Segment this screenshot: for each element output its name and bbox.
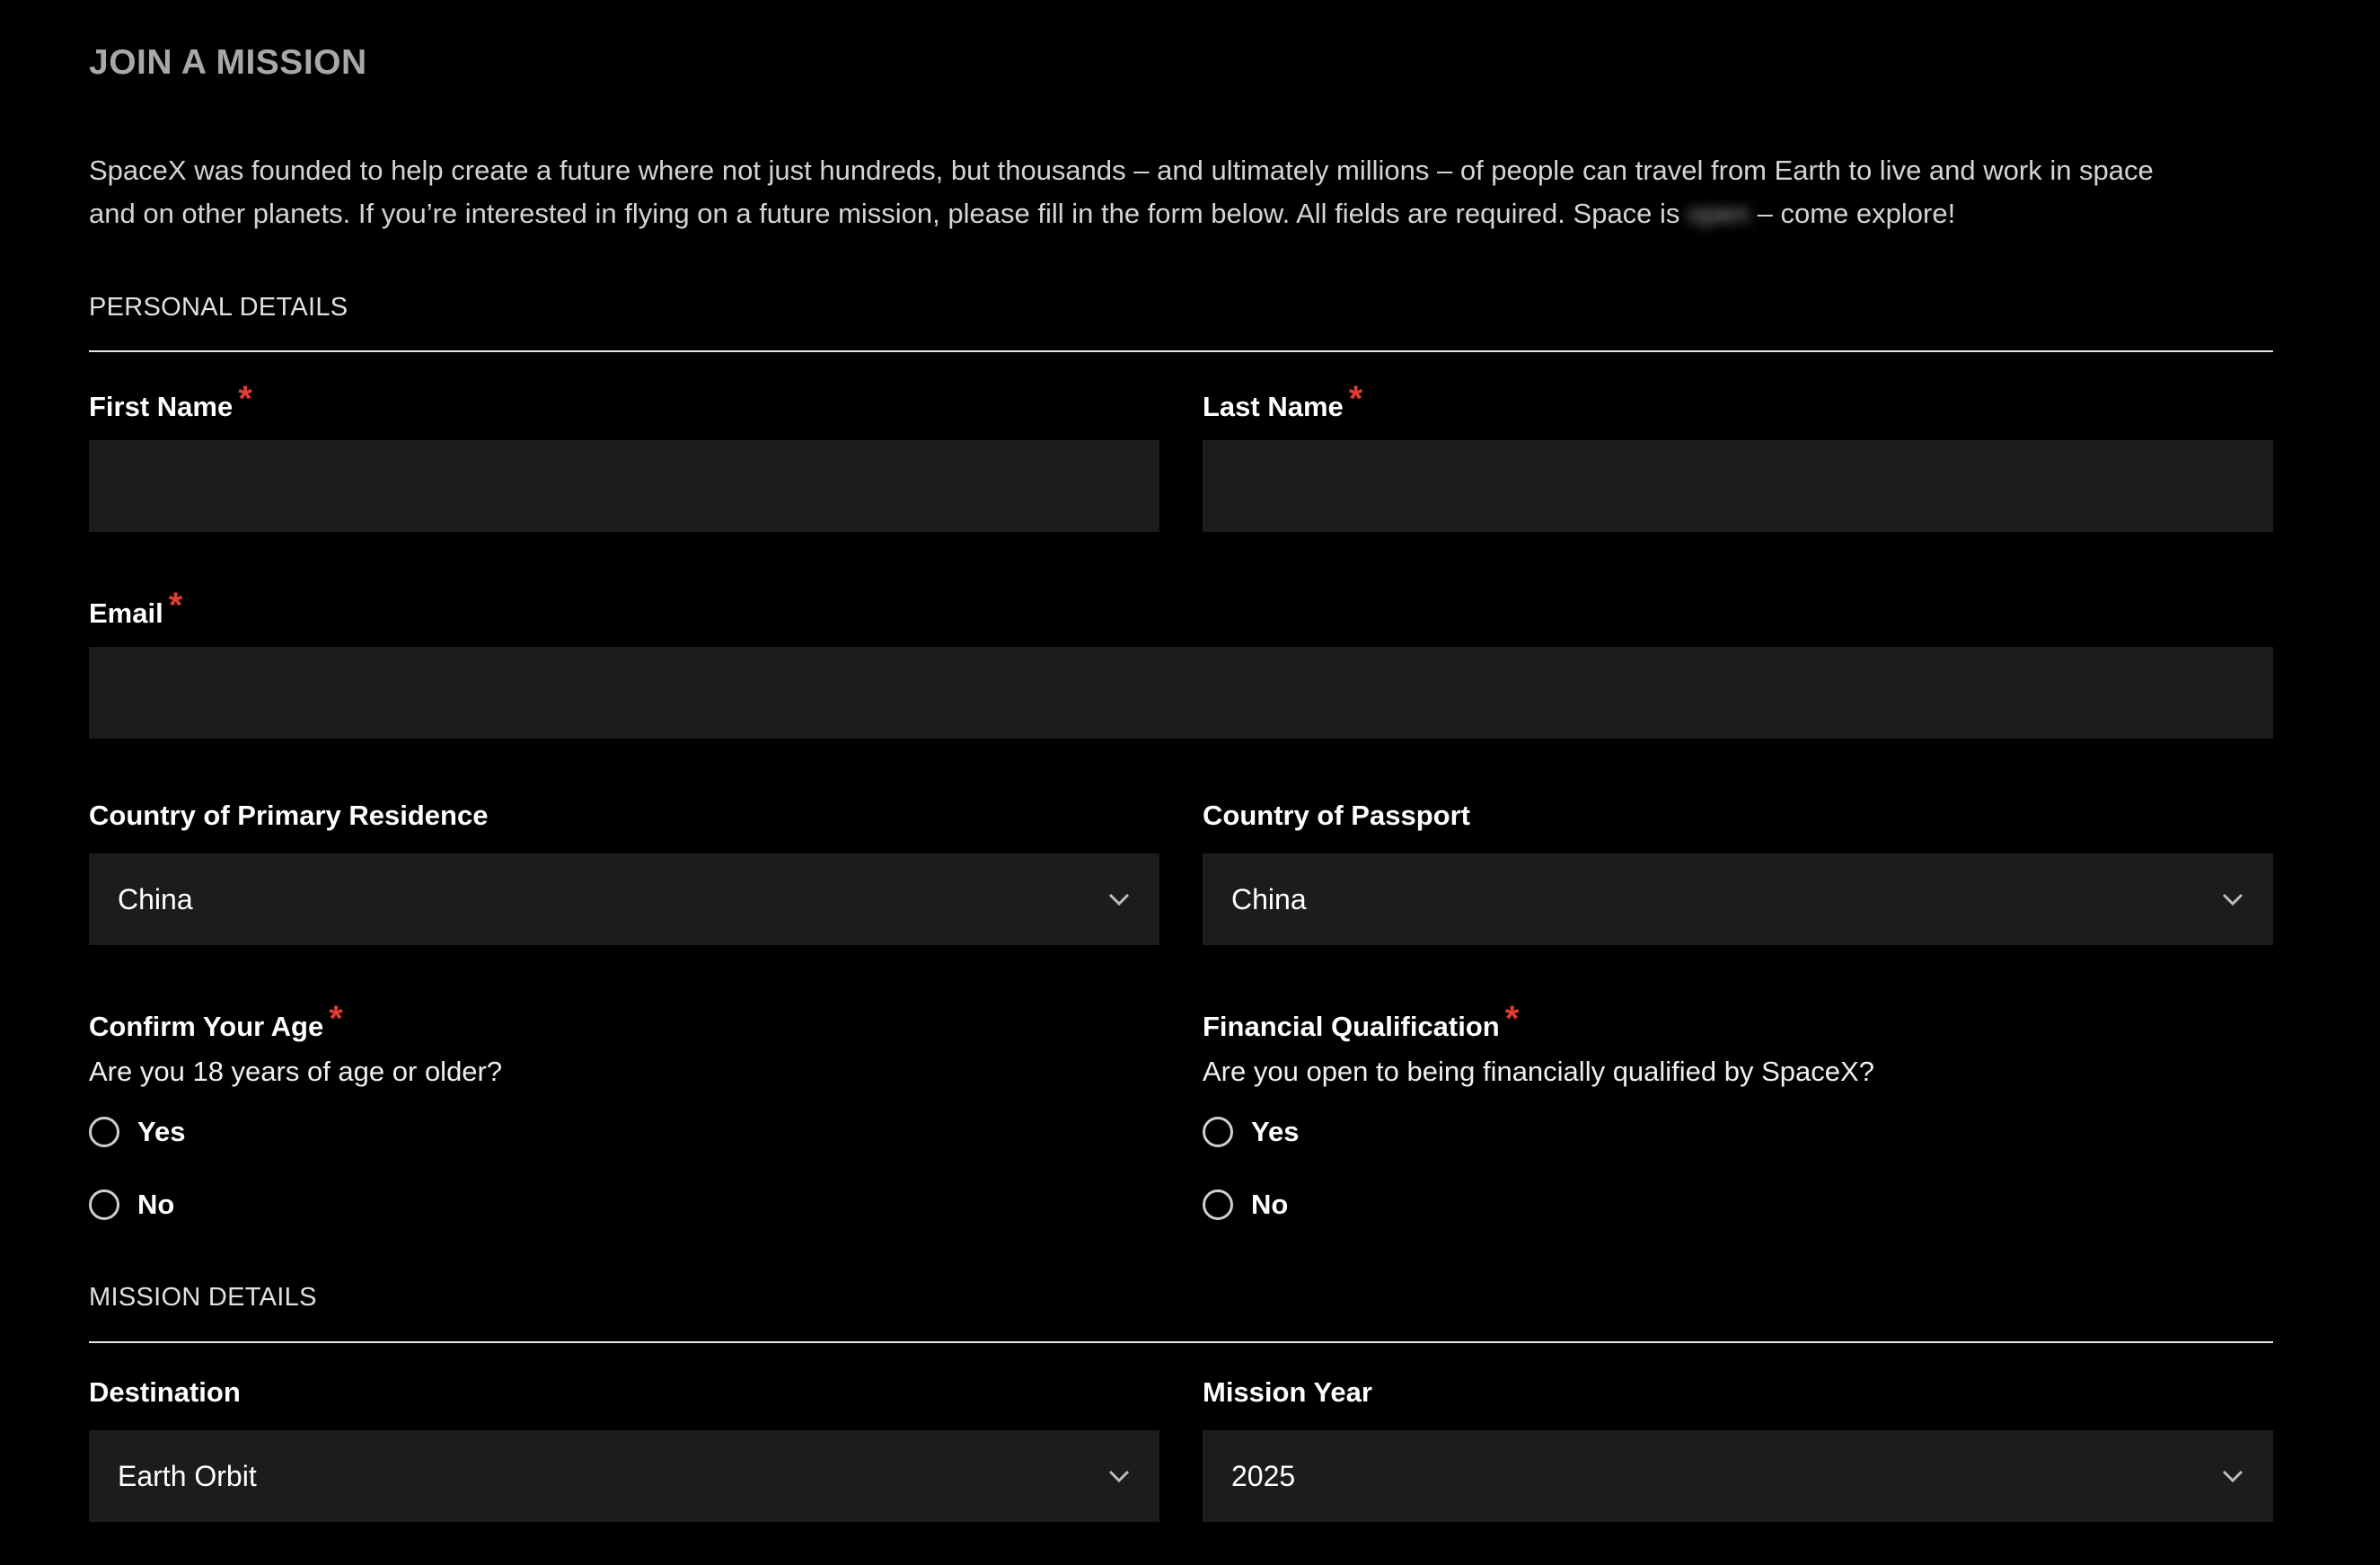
mission-year-label: Mission Year [1203,1376,1372,1408]
radio-label: Yes [137,1116,186,1147]
blurred-word: open [1688,198,1750,229]
first-name-label-text: First Name [89,391,234,422]
required-marker: * [1504,999,1520,1039]
intro-line-2-end: – come explore! [1757,198,1956,229]
chevron-down-icon [2219,886,2246,913]
intro-line-2: and on other planets. If you’re interested in flying on a future mission, please fill in the form below. All fields are required. Space is [89,198,1680,229]
email-label-text: Email [89,597,163,629]
confirm-age-label-text: Confirm Your Age [89,1011,324,1042]
financial-question: Are you open to being financially qualified by SpaceX? [1203,1056,1874,1087]
intro-line-1: SpaceX was founded to help create a future where not just hundreds, but thousands – and ultimately millions – of people can travel from Earth to live and work in space [89,155,2154,186]
chevron-down-icon [1106,1463,1133,1490]
last-name-input[interactable] [1203,440,2273,532]
chevron-down-icon [1106,886,1133,913]
destination-select[interactable] [89,1430,1159,1522]
required-marker: * [168,586,183,625]
confirm-age-label [89,999,1159,1045]
financial-yes-radio[interactable] [1203,1112,1299,1152]
mission-year-select[interactable] [1203,1430,2273,1522]
confirm-age-question: Are you 18 years of age or older? [89,1056,503,1087]
country-passport-label: Country of Passport [1203,800,1470,831]
radio-label: No [1251,1189,1289,1220]
email-label [89,586,2273,632]
country-passport-value: China [1231,882,1307,915]
radio-unchecked-icon[interactable] [89,1189,119,1220]
chevron-down-icon [2219,1463,2246,1490]
country-residence-value: China [118,882,193,915]
destination-value: Earth Orbit [118,1459,257,1492]
radio-unchecked-icon[interactable] [89,1117,119,1147]
mission-year-value: 2025 [1231,1459,1296,1492]
section-divider [89,1341,2273,1343]
radio-unchecked-icon[interactable] [1203,1117,1233,1147]
required-marker: * [329,999,343,1039]
required-marker: * [238,379,252,419]
radio-label: No [137,1189,175,1220]
intro-text [89,149,2273,235]
country-passport-select[interactable] [1203,853,2273,945]
page-title: JOIN A MISSION [89,43,367,82]
country-residence-select[interactable] [89,853,1159,945]
age-no-radio[interactable] [89,1185,174,1225]
first-name-label [89,379,1159,425]
financial-no-radio[interactable] [1203,1185,1288,1225]
financial-label-text: Financial Qualification [1203,1011,1500,1042]
last-name-label-text: Last Name [1203,391,1344,422]
age-yes-radio[interactable] [89,1112,185,1152]
last-name-label [1203,379,2273,425]
section-personal-details: PERSONAL DETAILS [89,293,348,322]
email-input[interactable] [89,647,2273,738]
section-mission-details: MISSION DETAILS [89,1283,317,1312]
first-name-input[interactable] [89,440,1159,532]
financial-qualification-label [1203,999,2273,1045]
required-marker: * [1348,379,1363,419]
country-residence-label: Country of Primary Residence [89,800,489,831]
destination-label: Destination [89,1376,241,1408]
radio-unchecked-icon[interactable] [1203,1189,1233,1220]
section-divider [89,350,2273,352]
radio-label: Yes [1251,1116,1300,1147]
